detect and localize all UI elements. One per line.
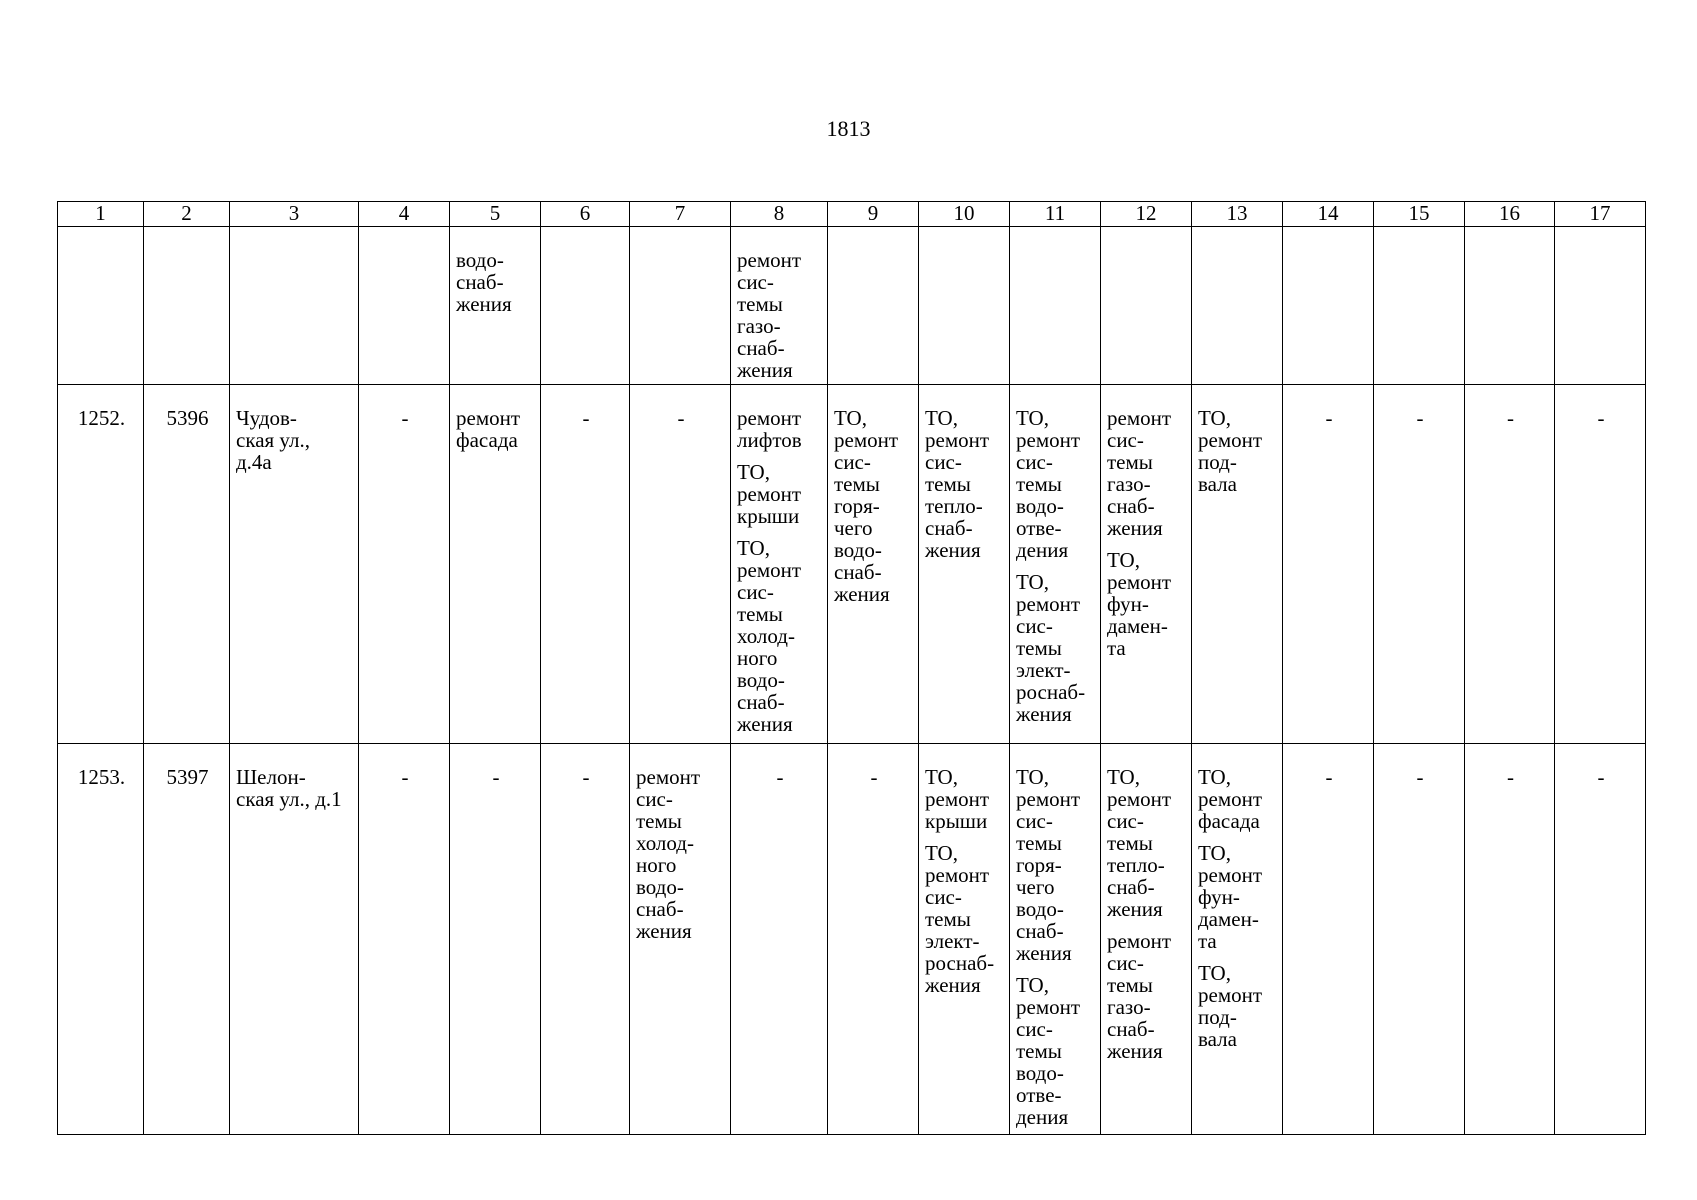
- text-block: [737, 407, 823, 451]
- table-cell: [541, 744, 630, 1135]
- text-line: жения: [1107, 1039, 1163, 1063]
- text-line: темы: [737, 602, 783, 626]
- table-cell: [630, 385, 731, 744]
- text-line: ТО,: [925, 841, 958, 865]
- text-line: жения: [1107, 516, 1163, 540]
- text-line: ТО,: [1016, 765, 1049, 789]
- text-line: жения: [1107, 897, 1163, 921]
- text-line: роснаб-: [1016, 680, 1086, 704]
- dash-value: -: [1507, 406, 1514, 430]
- table-cell: [58, 227, 144, 385]
- column-header: 16: [1465, 202, 1555, 227]
- text-block: [1198, 766, 1278, 832]
- text-line: ТО,: [1107, 548, 1140, 572]
- text-line: крыши: [737, 504, 800, 528]
- text-line: снаб-: [1107, 875, 1155, 899]
- text-line: сис-: [925, 885, 962, 909]
- text-line: сис-: [1016, 614, 1053, 638]
- text-line: чего: [1016, 875, 1055, 899]
- text-line: водо-: [1016, 1061, 1064, 1085]
- text-block: [1107, 549, 1187, 659]
- text-line: ТО,: [737, 536, 770, 560]
- address: [230, 744, 358, 810]
- cell-text: [828, 385, 918, 605]
- address: [230, 385, 358, 473]
- cell-text: [1101, 385, 1191, 659]
- table-cell: [359, 227, 450, 385]
- text-line: темы: [737, 292, 783, 316]
- text-line: водо-: [1016, 494, 1064, 518]
- dash-value: -: [1325, 765, 1333, 789]
- dash-value: -: [1416, 765, 1424, 789]
- text-line: темы: [1016, 472, 1062, 496]
- table-cell: [1374, 744, 1465, 1135]
- text-line: Шелон-: [236, 765, 306, 789]
- cell-text: [1192, 385, 1282, 495]
- text-line: сис-: [925, 450, 962, 474]
- text-block: [456, 249, 536, 315]
- text-line: ремонт: [925, 787, 990, 811]
- text-line: ремонт: [925, 428, 990, 452]
- cell-text: [1192, 744, 1282, 1050]
- object-id: 5397: [166, 765, 209, 789]
- text-line: ремонт: [456, 406, 521, 430]
- table-cell: [450, 227, 541, 385]
- text-block: [737, 537, 823, 735]
- dash-value: -: [677, 406, 685, 430]
- table-cell: [1192, 227, 1283, 385]
- column-header: 11: [1010, 202, 1101, 227]
- text-block: [236, 766, 354, 810]
- table-cell: [1101, 227, 1192, 385]
- text-line: вала: [1198, 1027, 1237, 1051]
- text-line: дения: [1016, 1105, 1069, 1129]
- text-line: темы: [925, 472, 971, 496]
- text-line: чего: [834, 516, 873, 540]
- text-line: под-: [1198, 1005, 1237, 1029]
- text-line: сис-: [1016, 450, 1053, 474]
- table-cell: [1374, 227, 1465, 385]
- text-block: [1107, 930, 1187, 1062]
- text-line: вала: [1198, 472, 1237, 496]
- text-line: дамен-: [1198, 907, 1259, 931]
- table-cell: [1374, 385, 1465, 744]
- text-line: элект-: [1016, 658, 1071, 682]
- table-cell: [1465, 227, 1555, 385]
- object-id-cell: [144, 385, 230, 744]
- column-header: 6: [541, 202, 630, 227]
- table-row: [58, 744, 1646, 1135]
- text-line: снаб-: [636, 897, 684, 921]
- column-header: 3: [230, 202, 359, 227]
- table-cell: [1010, 744, 1101, 1135]
- text-line: ремонт: [737, 558, 802, 582]
- address-cell: [230, 744, 359, 1135]
- text-block: [456, 407, 536, 451]
- continuation-row: [58, 227, 1646, 385]
- column-header: 8: [731, 202, 828, 227]
- text-line: жения: [925, 973, 981, 997]
- cell-text: [731, 227, 827, 381]
- column-header: 10: [919, 202, 1010, 227]
- repair-schedule-table: [57, 201, 1646, 1135]
- table-cell: [1192, 744, 1283, 1135]
- text-line: темы: [1107, 973, 1153, 997]
- object-id-cell: [144, 744, 230, 1135]
- text-line: ремонт: [737, 482, 802, 506]
- dash-value: -: [401, 406, 409, 430]
- table-cell: [1192, 385, 1283, 744]
- table-cell: [359, 744, 450, 1135]
- text-block: [737, 461, 823, 527]
- column-header: 4: [359, 202, 450, 227]
- text-line: тепло-: [925, 494, 983, 518]
- text-line: сис-: [1107, 428, 1144, 452]
- text-block: [1107, 407, 1187, 539]
- text-line: крыши: [925, 809, 988, 833]
- column-header: 9: [828, 202, 919, 227]
- table-cell: [630, 227, 731, 385]
- text-line: ремонт: [1016, 787, 1081, 811]
- text-line: ремонт: [636, 765, 701, 789]
- text-line: сис-: [636, 787, 673, 811]
- cell-text: [919, 385, 1009, 561]
- text-block: [834, 407, 914, 605]
- dash-value: -: [1507, 765, 1514, 789]
- text-line: лифтов: [737, 428, 802, 452]
- text-line: под-: [1198, 450, 1237, 474]
- table-row: [58, 385, 1646, 744]
- text-line: та: [1107, 636, 1126, 660]
- column-header: 12: [1101, 202, 1192, 227]
- text-line: жения: [737, 358, 793, 382]
- text-line: дения: [1016, 538, 1069, 562]
- table-cell: [1465, 385, 1555, 744]
- text-line: темы: [636, 809, 682, 833]
- table-cell: [731, 385, 828, 744]
- text-block: [925, 842, 1005, 996]
- text-line: темы: [1016, 831, 1062, 855]
- text-line: газо-: [1107, 472, 1151, 496]
- cell-text: [450, 227, 540, 315]
- cell-text: [1010, 744, 1100, 1128]
- table-cell: [144, 227, 230, 385]
- column-number-header: [58, 202, 1646, 227]
- text-line: ного: [737, 646, 778, 670]
- text-line: темы: [834, 472, 880, 496]
- text-block: [925, 766, 1005, 832]
- table-cell: [1555, 227, 1646, 385]
- text-line: ремонт: [834, 428, 899, 452]
- text-line: холод-: [737, 624, 795, 648]
- table-cell: [630, 744, 731, 1135]
- text-line: жения: [737, 712, 793, 736]
- text-line: ТО,: [1016, 973, 1049, 997]
- text-line: ТО,: [1107, 765, 1140, 789]
- text-line: ремонт: [1107, 787, 1172, 811]
- text-line: ТО,: [1198, 406, 1231, 430]
- table-cell: [1555, 744, 1646, 1135]
- text-line: ТО,: [1016, 570, 1049, 594]
- text-line: ТО,: [1198, 961, 1231, 985]
- text-block: [1016, 766, 1096, 964]
- column-header: 13: [1192, 202, 1283, 227]
- cell-text: [731, 385, 827, 735]
- text-block: [1107, 766, 1187, 920]
- text-line: снаб-: [737, 336, 785, 360]
- cell-text: [1101, 744, 1191, 1062]
- address-cell: [230, 385, 359, 744]
- text-line: водо-: [1016, 897, 1064, 921]
- text-line: жения: [1016, 702, 1072, 726]
- text-line: фун-: [1198, 885, 1240, 909]
- text-block: [1016, 571, 1096, 725]
- table-cell: [919, 385, 1010, 744]
- text-block: [1198, 842, 1278, 952]
- dash-value: -: [870, 765, 878, 789]
- text-block: [1016, 974, 1096, 1128]
- dash-value: -: [1597, 406, 1605, 430]
- text-line: жения: [1016, 941, 1072, 965]
- table-cell: [919, 744, 1010, 1135]
- dash-value: -: [582, 765, 590, 789]
- text-line: д.4а: [236, 450, 272, 474]
- row-number: 1253.: [77, 765, 126, 789]
- text-line: жения: [834, 582, 890, 606]
- text-line: ТО,: [737, 460, 770, 484]
- text-line: горя-: [834, 494, 880, 518]
- text-line: отве-: [1016, 516, 1062, 540]
- table-cell: [450, 744, 541, 1135]
- text-line: сис-: [1016, 809, 1053, 833]
- text-line: снаб-: [1016, 919, 1064, 943]
- text-line: жения: [925, 538, 981, 562]
- text-line: фасада: [1198, 809, 1260, 833]
- text-line: снаб-: [1107, 1017, 1155, 1041]
- text-line: водо-: [636, 875, 684, 899]
- text-line: ного: [636, 853, 677, 877]
- text-line: ремонт: [1016, 995, 1081, 1019]
- column-header: 2: [144, 202, 230, 227]
- cell-text: [1010, 385, 1100, 725]
- text-line: роснаб-: [925, 951, 995, 975]
- text-line: темы: [1016, 636, 1062, 660]
- table-cell: [731, 227, 828, 385]
- text-line: темы: [925, 907, 971, 931]
- table-cell: [541, 385, 630, 744]
- text-line: сис-: [1016, 1017, 1053, 1041]
- text-line: ремонт: [737, 406, 802, 430]
- text-line: ская ул., д.1: [236, 787, 342, 811]
- table-cell: [828, 227, 919, 385]
- cell-text: [919, 744, 1009, 996]
- text-block: [1198, 407, 1278, 495]
- text-line: снаб-: [834, 560, 882, 584]
- dash-value: -: [582, 406, 590, 430]
- dash-value: -: [776, 765, 784, 789]
- text-block: [925, 407, 1005, 561]
- table-cell: [1101, 744, 1192, 1135]
- text-line: жения: [456, 292, 512, 316]
- text-line: элект-: [925, 929, 980, 953]
- text-block: [737, 249, 823, 381]
- text-line: снаб-: [737, 690, 785, 714]
- table-cell: [1283, 385, 1374, 744]
- text-line: ТО,: [1198, 765, 1231, 789]
- text-line: фасада: [456, 428, 518, 452]
- text-line: сис-: [834, 450, 871, 474]
- text-line: ТО,: [834, 406, 867, 430]
- text-line: ремонт: [1107, 406, 1172, 430]
- text-line: водо-: [834, 538, 882, 562]
- row-number-cell: [58, 744, 144, 1135]
- column-header: 5: [450, 202, 541, 227]
- row-number: 1252.: [77, 406, 126, 430]
- text-line: ремонт: [1198, 863, 1263, 887]
- table-cell: [828, 385, 919, 744]
- cell-text: [630, 744, 730, 942]
- text-line: ТО,: [1198, 841, 1231, 865]
- table-cell: [828, 744, 919, 1135]
- table-cell: [1010, 227, 1101, 385]
- text-line: снаб-: [925, 516, 973, 540]
- text-block: [1016, 407, 1096, 561]
- column-header: 1: [58, 202, 144, 227]
- table-cell: [1010, 385, 1101, 744]
- table-cell: [1283, 744, 1374, 1135]
- table-cell: [359, 385, 450, 744]
- page-number: 1813: [826, 116, 871, 141]
- dash-value: -: [1325, 406, 1333, 430]
- text-line: газо-: [1107, 995, 1151, 1019]
- column-header: 14: [1283, 202, 1374, 227]
- table-cell: [731, 744, 828, 1135]
- text-line: ТО,: [1016, 406, 1049, 430]
- dash-value: -: [492, 765, 500, 789]
- text-line: ская ул.,: [236, 428, 310, 452]
- text-line: та: [1198, 929, 1217, 953]
- table-cell: [1555, 385, 1646, 744]
- text-line: дамен-: [1107, 614, 1168, 638]
- text-line: ТО,: [925, 406, 958, 430]
- text-line: ремонт: [1107, 929, 1172, 953]
- column-header: 17: [1555, 202, 1646, 227]
- text-line: ремонт: [1198, 428, 1263, 452]
- text-line: ремонт: [1016, 428, 1081, 452]
- object-id: 5396: [166, 406, 209, 430]
- text-block: [236, 407, 354, 473]
- table-cell: [1101, 385, 1192, 744]
- text-line: сис-: [737, 580, 774, 604]
- table-cell: [450, 385, 541, 744]
- text-line: сис-: [1107, 951, 1144, 975]
- table-cell: [919, 227, 1010, 385]
- dash-value: -: [1597, 765, 1605, 789]
- text-line: ремонт: [1198, 787, 1263, 811]
- text-line: ремонт: [737, 248, 802, 272]
- text-line: темы: [1107, 831, 1153, 855]
- text-line: сис-: [737, 270, 774, 294]
- table-cell: [541, 227, 630, 385]
- text-line: ремонт: [1107, 570, 1172, 594]
- row-number-cell: [58, 385, 144, 744]
- cell-text: [450, 385, 540, 451]
- text-line: ТО,: [925, 765, 958, 789]
- text-line: жения: [636, 919, 692, 943]
- text-line: фун-: [1107, 592, 1149, 616]
- table-cell: [1283, 227, 1374, 385]
- table-cell: [1465, 744, 1555, 1135]
- text-line: снаб-: [1107, 494, 1155, 518]
- text-block: [1198, 962, 1278, 1050]
- text-line: темы: [1107, 450, 1153, 474]
- text-line: Чудов-: [236, 406, 297, 430]
- text-line: снаб-: [456, 270, 504, 294]
- dash-value: -: [401, 765, 409, 789]
- text-block: [636, 766, 726, 942]
- text-line: тепло-: [1107, 853, 1165, 877]
- text-line: водо-: [737, 668, 785, 692]
- text-line: водо-: [456, 248, 504, 272]
- text-line: ремонт: [1198, 983, 1263, 1007]
- dash-value: -: [1416, 406, 1424, 430]
- column-header: 15: [1374, 202, 1465, 227]
- text-line: темы: [1016, 1039, 1062, 1063]
- text-line: горя-: [1016, 853, 1062, 877]
- text-line: сис-: [1107, 809, 1144, 833]
- text-line: ремонт: [925, 863, 990, 887]
- text-line: отве-: [1016, 1083, 1062, 1107]
- text-line: холод-: [636, 831, 694, 855]
- column-header: 7: [630, 202, 731, 227]
- text-line: ремонт: [1016, 592, 1081, 616]
- table-cell: [230, 227, 359, 385]
- text-line: газо-: [737, 314, 781, 338]
